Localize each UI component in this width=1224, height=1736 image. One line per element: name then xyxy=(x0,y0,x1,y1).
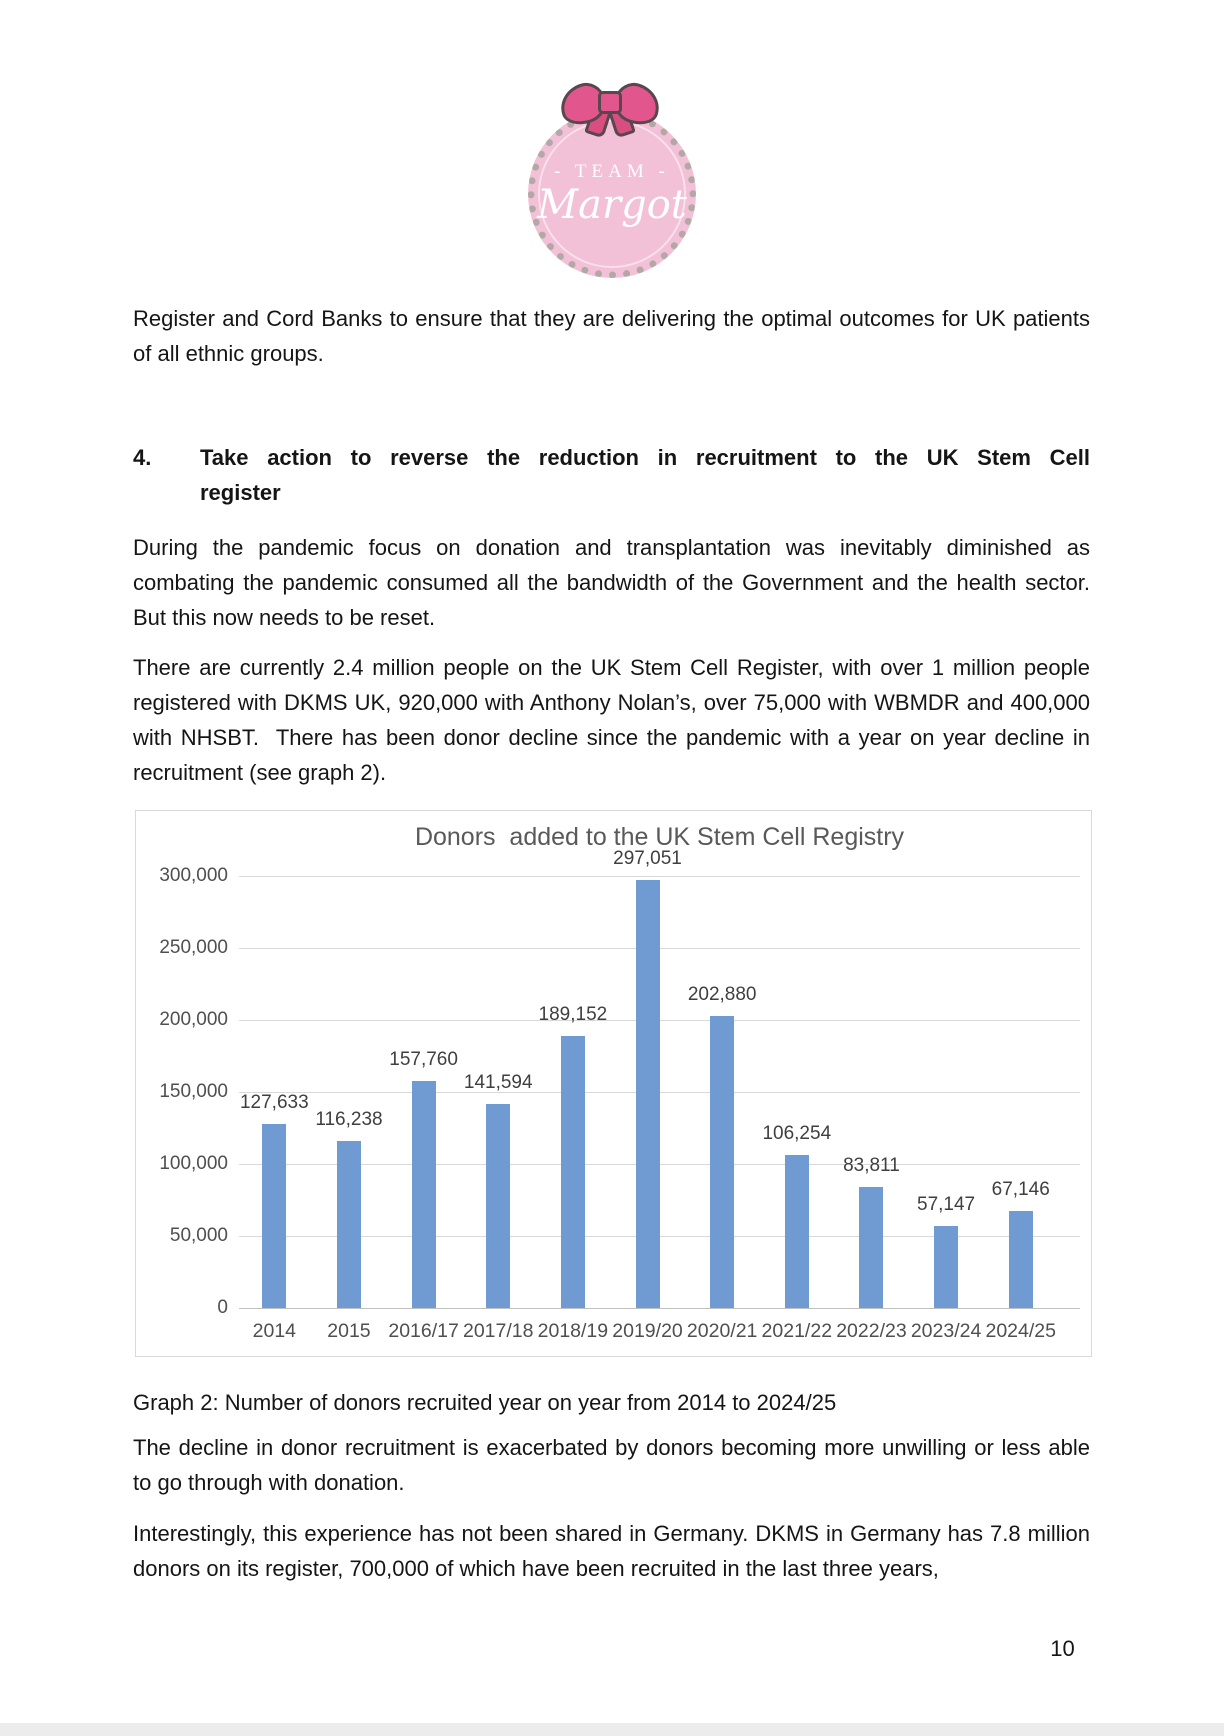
bar-value-label: 141,594 xyxy=(463,1072,533,1093)
chart-bar xyxy=(486,1104,510,1308)
bar-value-label: 57,147 xyxy=(917,1194,976,1215)
page-number: 10 xyxy=(1050,1636,1075,1661)
chart-bar xyxy=(636,880,660,1308)
paragraph-decline: The decline in donor recruitment is exacerbated by donors becoming more unwilling or less able to go through with donation. xyxy=(133,1435,1097,1495)
logo-circle xyxy=(528,110,696,278)
section-heading-line2: register xyxy=(200,480,281,505)
section-heading-number: 4. xyxy=(133,445,152,470)
paragraph-pandemic: During the pandemic focus on donation and transplantation was inevitably diminished as combating the pandemic consumed all the bandwidth of the Government and the health sector. But this now needs to be reset. xyxy=(133,535,1103,630)
bar-value-label: 202,880 xyxy=(687,984,757,1005)
donors-bar-chart xyxy=(135,810,1092,1357)
chart-slot xyxy=(834,876,909,1308)
chart-bar xyxy=(710,1016,734,1308)
logo-margot-text: Margot xyxy=(537,182,687,228)
chart-bar xyxy=(337,1141,361,1308)
bar-value-label: 297,051 xyxy=(613,848,682,869)
chart-bar xyxy=(262,1124,286,1308)
chart-slot xyxy=(983,876,1058,1308)
y-axis-label: 250,000 xyxy=(159,937,228,958)
x-axis-label: 2016/17 xyxy=(388,1320,459,1342)
bar-value-label: 189,152 xyxy=(538,1004,608,1025)
x-axis-label: 2018/19 xyxy=(537,1320,609,1342)
chart-slot xyxy=(610,848,685,1308)
gridline xyxy=(239,1308,1080,1309)
chart-slot xyxy=(685,876,760,1308)
section-heading-line1: Take action to reverse the reduction in recruitment to the UK Stem Cell xyxy=(200,445,1090,470)
chart-slot xyxy=(461,876,536,1308)
y-axis-label: 300,000 xyxy=(159,865,228,886)
x-axis-label: 2020/21 xyxy=(686,1320,758,1342)
x-axis-label: 2017/18 xyxy=(462,1320,534,1342)
chart-slot xyxy=(536,876,611,1308)
paragraph-intro: Register and Cord Banks to ensure that they are delivering the optimal outcomes for UK patients of all ethnic groups. xyxy=(133,306,1097,366)
bar-value-label: 116,238 xyxy=(315,1109,383,1130)
y-axis-label: 200,000 xyxy=(159,1009,228,1030)
y-axis-label: 150,000 xyxy=(159,1081,228,1102)
chart-slot xyxy=(909,876,984,1308)
chart-slot xyxy=(312,876,387,1308)
chart-slot xyxy=(237,876,312,1308)
bar-value-label: 67,146 xyxy=(991,1179,1050,1200)
chart-plot-area xyxy=(237,848,1058,1308)
chart-bar xyxy=(859,1187,883,1308)
chart-title: Donors added to the UK Stem Cell Registry xyxy=(414,823,905,851)
graph-caption: Graph 2: Number of donors recruited year on year from 2014 to 2024/25 xyxy=(133,1390,837,1415)
bar-value-label: 83,811 xyxy=(843,1155,900,1176)
y-axis-label: 100,000 xyxy=(159,1153,228,1174)
x-axis-label: 2021/22 xyxy=(761,1320,833,1342)
x-axis-label: 2014 xyxy=(252,1320,297,1342)
chart-bar xyxy=(934,1226,958,1308)
chart-slot xyxy=(759,876,834,1308)
x-axis-label: 2023/24 xyxy=(910,1320,982,1342)
x-axis-label: 2015 xyxy=(327,1320,371,1342)
y-axis-label: 0 xyxy=(217,1297,228,1318)
chart-bar xyxy=(785,1155,809,1308)
paragraph-germany: Interestingly, this experience has not been shared in Germany. DKMS in Germany has 7.8 million donors on its register, 700,000 of which have been recruited in the last three years, xyxy=(133,1521,1097,1581)
x-axis-label: 2024/25 xyxy=(985,1320,1056,1342)
bar-value-label: 127,633 xyxy=(239,1092,309,1113)
chart-bar xyxy=(412,1081,436,1308)
chart-x-axis xyxy=(237,1320,1058,1343)
logo-team-text: - TEAM - xyxy=(554,161,670,182)
y-axis-label: 50,000 xyxy=(169,1225,228,1246)
bar-value-label: 157,760 xyxy=(389,1049,458,1070)
chart-bar xyxy=(561,1036,585,1308)
chart-bar xyxy=(1009,1211,1033,1308)
section-heading xyxy=(133,440,1090,510)
x-axis-label: 2022/23 xyxy=(836,1320,907,1342)
x-axis-label: 2019/20 xyxy=(612,1320,683,1342)
bar-value-label: 106,254 xyxy=(762,1123,832,1144)
team-margot-logo xyxy=(0,0,1224,290)
bow-icon xyxy=(560,76,660,134)
paragraph-register-numbers: There are currently 2.4 million people on the UK Stem Cell Register, with over 1 million people registered with DKMS UK, 920,000 with Anthony Nolan’s, over 75,000 with WBMDR and 400,000 with NHSBT. There has been donor decline since the pandemic with a year on year decline in recruitment (see graph 2). xyxy=(133,655,1097,785)
page-edge-divider xyxy=(0,1723,1224,1736)
